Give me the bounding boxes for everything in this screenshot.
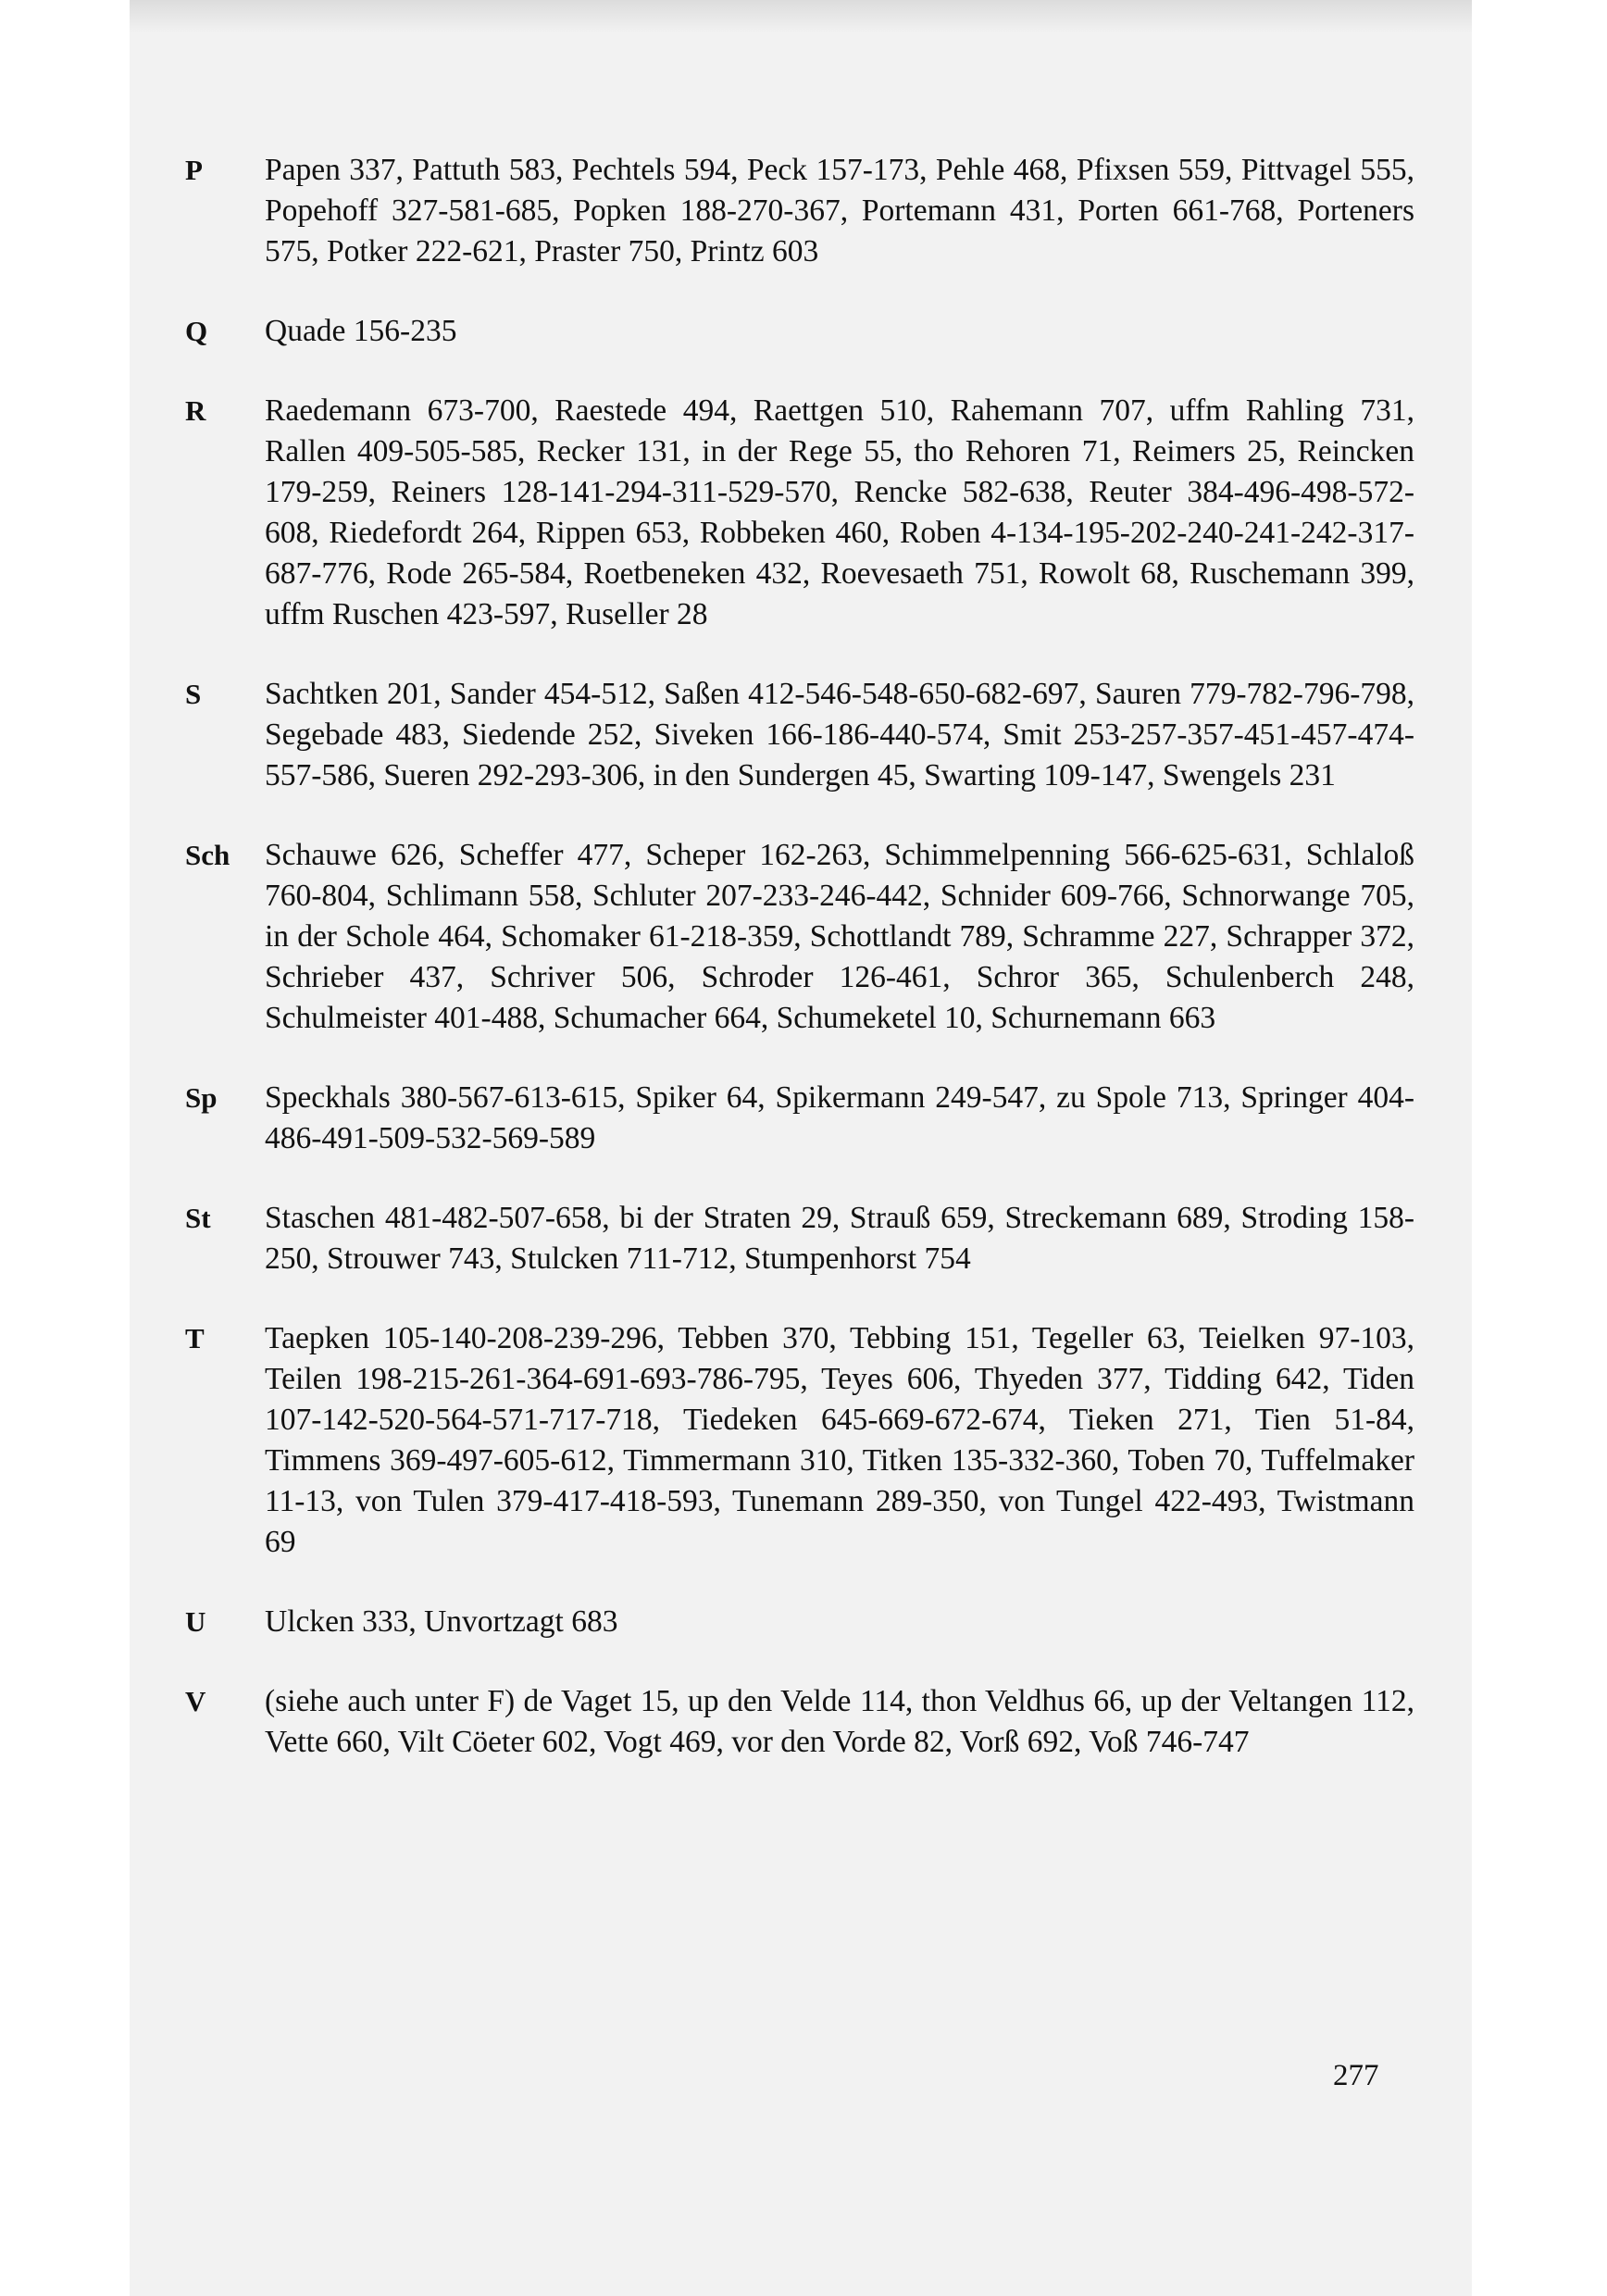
index-names: Staschen 481-482-507-658, bi der Straten 29, Strauß 659, Streckemann 689, Stroding 158-250, Strouwer 743, Stulcken 711-712, Stumpenhorst 754 [265,1201,1414,1276]
index-letter: T [185,1322,205,1354]
index-names: Ulcken 333, Unvortzagt 683 [265,1604,618,1639]
index-letter: Sp [185,1081,218,1114]
index-letter: Sch [185,839,230,871]
index-entry-st [185,1198,1426,1279]
index-letter: V [185,1685,206,1717]
index-entry-q [185,311,1426,352]
index-entry-r [185,391,1426,635]
index-names: Papen 337, Pattuth 583, Pechtels 594, Peck 157-173, Pehle 468, Pfixsen 559, Pittvagel 555, Popehoff 327-581-685, Popken 188-270-367, Portemann 431, Porten 661-768, Porteners 575, Potker 222-621, Praster 750, Printz 603 [265,153,1414,268]
index-letter: U [185,1605,206,1638]
index-names: Quade 156-235 [265,314,457,348]
index-entry-p [185,150,1426,272]
index-entry-v [185,1681,1426,1763]
index-entry-u [185,1602,1426,1642]
index-entry-t [185,1318,1426,1563]
page-number: 277 [1333,2059,1379,2092]
scan-top-shadow [130,0,1472,33]
index-names: Speckhals 380-567-613-615, Spiker 64, Spikermann 249-547, zu Spole 713, Springer 404-486-491-509-532-569-589 [265,1080,1414,1155]
index-entry-s [185,674,1426,796]
index-names: (siehe auch unter F) de Vaget 15, up den Velde 114, thon Veldhus 66, up der Veltangen 112, Vette 660, Vilt Cöeter 602, Vogt 469, vor den Vorde 82, Vorß 692, Voß 746-747 [265,1684,1414,1759]
index-letter: Q [185,315,208,347]
name-index [185,150,1426,1802]
index-letter: S [185,678,202,710]
index-letter: St [185,1202,211,1234]
index-letter: R [185,394,206,427]
index-names: Sachtken 201, Sander 454-512, Saßen 412-546-548-650-682-697, Sauren 779-782-796-798, Segebade 483, Siedende 252, Siveken 166-186-440-574, Smit 253-257-357-451-457-474-557-586, Sueren 292-293-306, in den Sundergen 45, Swarting 109-147, Swengels 231 [265,677,1414,792]
index-entry-sch [185,835,1426,1039]
index-entry-sp [185,1078,1426,1159]
index-letter: P [185,154,203,186]
index-names: Taepken 105-140-208-239-296, Tebben 370, Tebbing 151, Tegeller 63, Teielken 97-103, Teilen 198-215-261-364-691-693-786-795, Teyes 606, Thyeden 377, Tidding 642, Tiden 107-142-520-564-571-717-718, Tiedeken 645-669-672-674, Tieken 271, Tien 51-84, Timmens 369-497-605-612, Timmermann 310, Titken 135-332-360, Toben 70, Tuffelmaker 11-13, von Tulen 379-417-418-593, Tunemann 289-350, von Tungel 422-493, Twistmann 69 [265,1321,1414,1559]
index-names: Schauwe 626, Scheffer 477, Scheper 162-263, Schimmelpenning 566-625-631, Schlaloß 760-804, Schlimann 558, Schluter 207-233-246-442, Schnider 609-766, Schnorwange 705, in der Schole 464, Schomaker 61-218-359, Schottlandt 789, Schramme 227, Schrapper 372, Schrieber 437, Schriver 506, Schroder 126-461, Schror 365, Schulenberch 248, Schulmeister 401-488, Schumacher 664, Schumeketel 10, Schurnemann 663 [265,838,1414,1035]
index-names: Raedemann 673-700, Raestede 494, Raettgen 510, Rahemann 707, uffm Rahling 731, Rallen 409-505-585, Recker 131, in der Rege 55, tho Rehoren 71, Reimers 25, Reincken 179-259, Reiners 128-141-294-311-529-570, Rencke 582-638, Reuter 384-496-498-572-608, Riedefordt 264, Rippen 653, Robbeken 460, Roben 4-134-195-202-240-241-242-317-687-776, Rode 265-584, Roetbeneken 432, Roevesaeth 751, Rowolt 68, Ruschemann 399, uffm Ruschen 423-597, Ruseller 28 [265,393,1414,631]
